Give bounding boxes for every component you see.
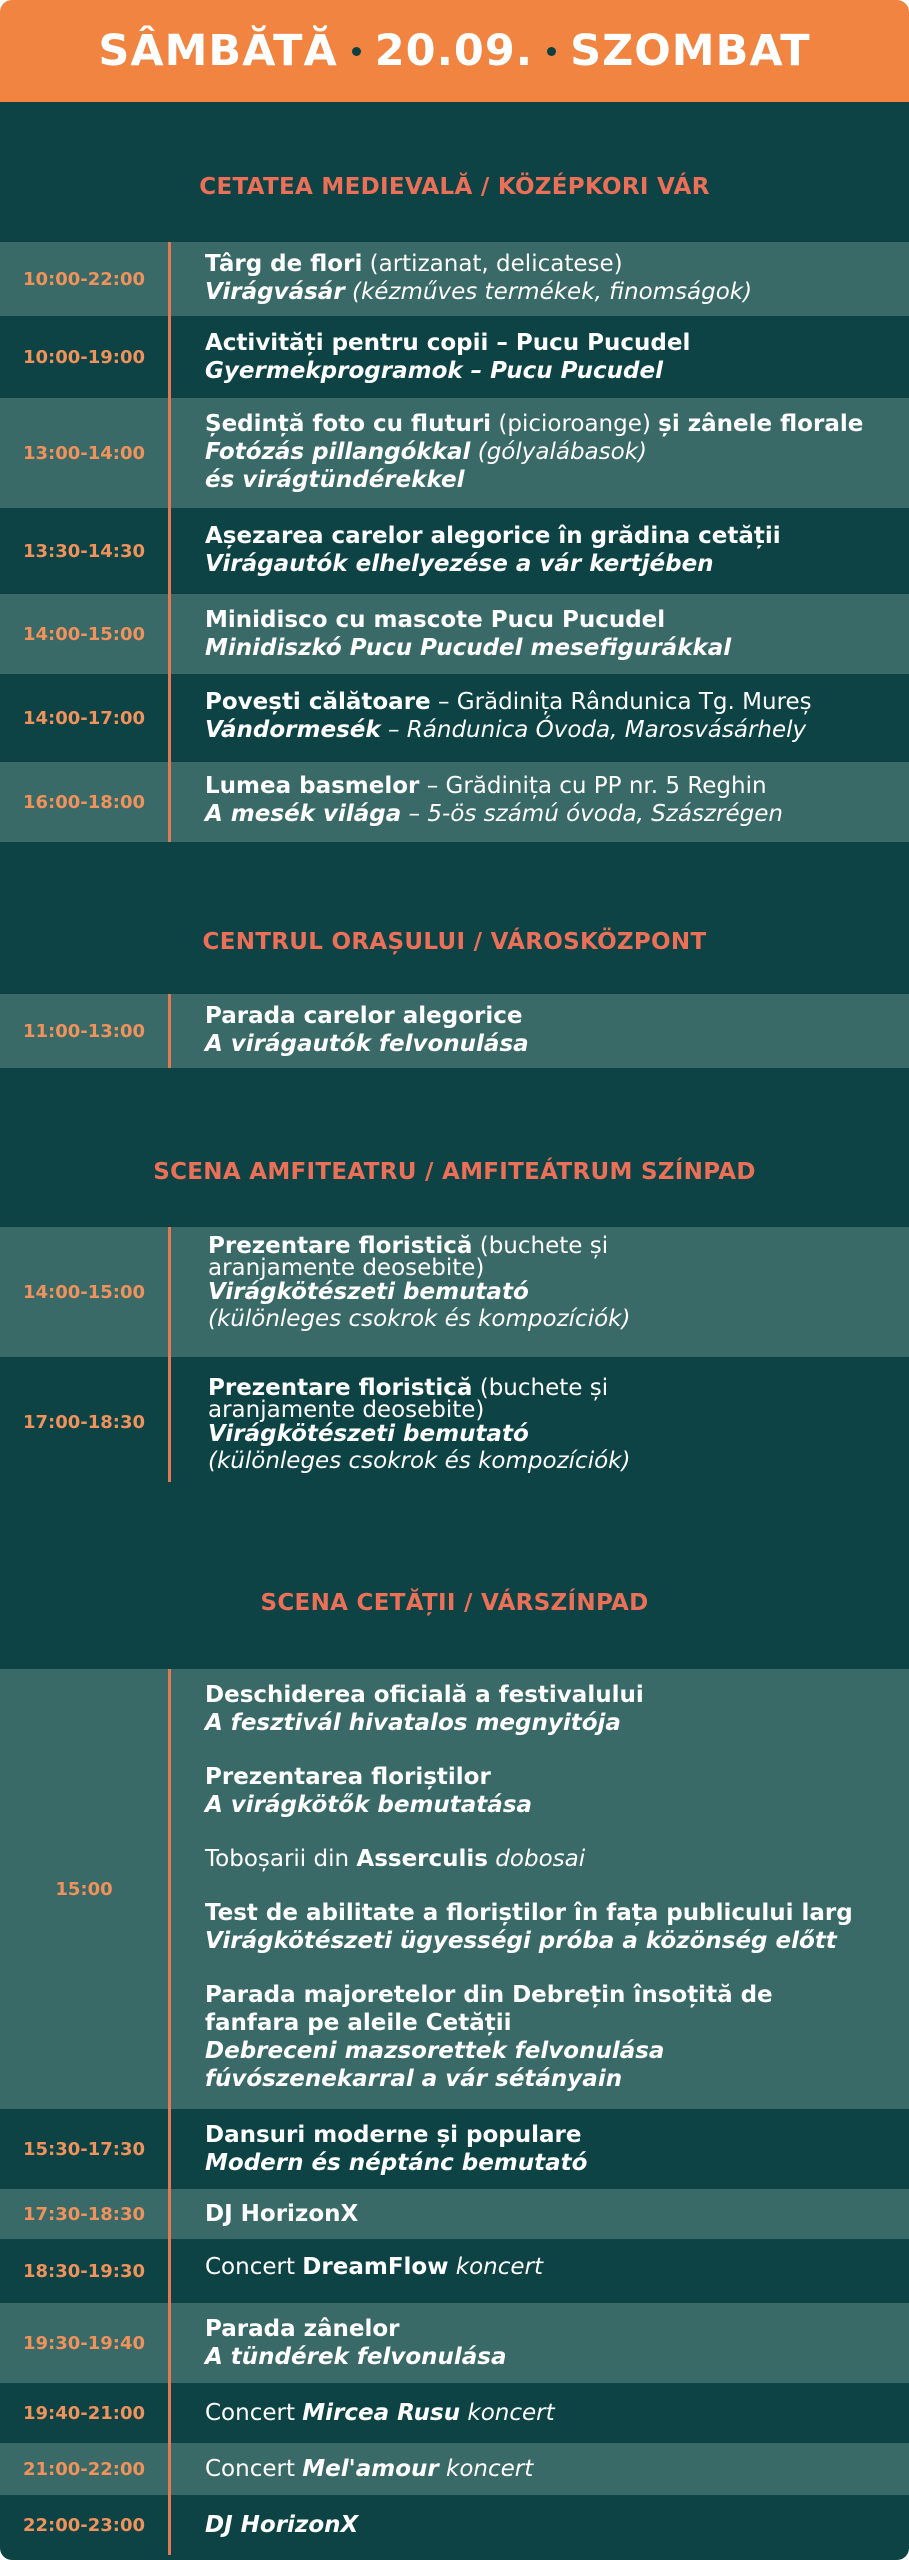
skill-test-ro: Test de abilitate a floriștilor în fața publicului larg <box>205 1900 853 1926</box>
day-hu: SZOMBAT <box>570 26 811 76</box>
row-title-ro: Lumea basmelor <box>205 773 420 799</box>
row-detail-hu: (kézműves termékek, finomságok) <box>344 279 753 305</box>
row-detail-hu: (gólyalábasok) <box>470 439 647 465</box>
majorettes-ro-1: Parada majoretelor din Debrețin însoțită de <box>205 1982 773 2008</box>
majorettes-hu-2: fúvószenekarral a vár sétányain <box>205 2066 623 2092</box>
drummers-hu: dobosai <box>487 1846 586 1872</box>
row-title-ro: Prezentare floristică <box>208 1233 473 1259</box>
timeline-divider <box>168 994 171 1068</box>
section-title-cetate: CETATEA MEDIEVALĂ / KÖZÉPKORI VÁR <box>199 174 710 200</box>
row-title-hu: A virágautók felvonulása <box>205 1031 529 1057</box>
row-title-hu: Virágautók elhelyezése a vár kertjében <box>205 551 714 577</box>
row-detail-ro-2: aranjamente deosebite) <box>208 1255 485 1281</box>
row-title-ro: Parada zânelor <box>205 2316 400 2342</box>
row-time: 16:00-18:00 <box>22 791 146 813</box>
date: 20.09. <box>374 26 534 76</box>
drummers-name: Asserculis <box>356 1846 488 1872</box>
schedule-row <box>0 1227 909 1357</box>
row-detail-hu: (különleges csokrok és kompozíciók) <box>208 1448 631 1474</box>
row-title-ro: Ședință foto cu fluturi <box>205 411 492 437</box>
row-time: 19:30-19:40 <box>22 2332 146 2354</box>
row-time: 21:00-22:00 <box>22 2458 146 2480</box>
concert-suffix: koncert <box>460 2400 555 2426</box>
row-title-ro: DJ HorizonX <box>205 2201 359 2227</box>
schedule-panel <box>0 102 909 2560</box>
row-title-hu: Virágkötészeti bemutató <box>208 1421 529 1447</box>
schedule-row <box>0 2303 909 2383</box>
row-title-hu: A tündérek felvonulása <box>205 2344 507 2370</box>
row-title-hu: Gyermekprogramok – Pucu Pucudel <box>205 358 663 384</box>
row-time: 17:30-18:30 <box>22 2203 146 2225</box>
row-title-hu: Modern és néptánc bemutató <box>205 2150 588 2176</box>
schedule-row <box>0 594 909 674</box>
row-title-hu: Virágkötészeti bemutató <box>208 1279 529 1305</box>
concert-suffix: koncert <box>438 2456 534 2482</box>
schedule-row <box>0 2239 909 2303</box>
row-title-ro-tail: și zânele florale <box>658 411 864 437</box>
florists-hu: A virágkötők bemutatása <box>205 1792 533 1818</box>
row-time: 18:30-19:30 <box>22 2260 146 2282</box>
schedule-row <box>0 674 909 762</box>
skill-test-hu: Virágkötészeti ügyességi próba a közönség előtt <box>205 1928 837 1954</box>
concert-prefix: Concert <box>205 2254 303 2280</box>
majorettes-hu-1: Debreceni mazsorettek felvonulása <box>205 2038 665 2064</box>
schedule-row <box>0 508 909 594</box>
opening-ro: Deschiderea oficială a festivalului <box>205 1682 644 1708</box>
performer-name: Mel'amour <box>302 2456 439 2482</box>
row-time: 17:00-18:30 <box>22 1411 146 1433</box>
performer-name: Mircea Rusu <box>302 2400 461 2426</box>
majorettes-ro-2: fanfara pe aleile Cetății <box>205 2010 512 2036</box>
section-title-amfiteatru: SCENA AMFITEATRU / AMFITEÁTRUM SZÍNPAD <box>153 1159 756 1185</box>
row-title-ro: Așezarea carelor alegorice în grădina cetății <box>205 523 781 549</box>
schedule-row <box>0 2109 909 2189</box>
performer-name: DJ HorizonX <box>205 2512 359 2538</box>
row-time: 15:30-17:30 <box>22 2138 146 2160</box>
dot-icon <box>547 47 556 56</box>
section-title-scena-cetatii: SCENA CETĂȚII / VÁRSZÍNPAD <box>260 1590 649 1616</box>
row-title-hu: Virágvásár <box>205 279 345 305</box>
row-detail-hu: – Rándunica Óvoda, Marosvásárhely <box>380 717 807 743</box>
row-detail-ro: (buchete și <box>472 1375 609 1401</box>
row-title-hu-2: és virágtündérekkel <box>205 467 465 493</box>
row-title-hu: Vándormesék <box>205 717 381 743</box>
timeline-divider <box>168 1227 171 1482</box>
timeline-divider <box>168 242 171 842</box>
row-time: 13:00-14:00 <box>22 442 146 464</box>
row-time: 10:00-19:00 <box>22 346 146 368</box>
concert-prefix: Concert <box>205 2456 303 2482</box>
schedule-row <box>0 2443 909 2495</box>
row-detail-ro-2: aranjamente deosebite) <box>208 1397 485 1423</box>
row-title-ro: Prezentare floristică <box>208 1375 473 1401</box>
schedule-row <box>0 316 909 398</box>
row-time: 10:00-22:00 <box>22 268 146 290</box>
row-time: 13:30-14:30 <box>22 540 146 562</box>
section-title-centru: CENTRUL ORAȘULUI / VÁROSKÖZPONT <box>202 929 707 955</box>
drummers-prefix: Toboșarii din <box>205 1846 357 1872</box>
timeline-divider <box>168 1669 171 2555</box>
schedule-block <box>0 1669 909 2109</box>
row-time: 11:00-13:00 <box>22 1020 146 1042</box>
row-title-ro: Dansuri moderne și populare <box>205 2122 582 2148</box>
row-time: 14:00-17:00 <box>22 707 146 729</box>
schedule-row <box>0 1357 909 1487</box>
row-title-ro: Parada carelor alegorice <box>205 1003 523 1029</box>
row-detail-ro: (picioroange) <box>491 411 659 437</box>
row-detail-ro: (artizanat, delicatese) <box>362 251 623 277</box>
row-time: 19:40-21:00 <box>22 2402 146 2424</box>
row-time: 22:00-23:00 <box>22 2514 146 2536</box>
schedule-row <box>0 2383 909 2443</box>
row-title-ro: Povești călătoare <box>205 689 431 715</box>
row-detail-ro: (buchete și <box>472 1233 609 1259</box>
florists-ro: Prezentarea floriștilor <box>205 1764 491 1790</box>
schedule-row <box>0 242 909 316</box>
row-detail-hu: – 5-ös számú óvoda, Szászrégen <box>401 801 783 827</box>
dot-icon <box>352 47 361 56</box>
concert-prefix: Concert <box>205 2400 303 2426</box>
row-title-ro: Târg de flori <box>205 251 363 277</box>
schedule-row <box>0 2495 909 2555</box>
row-detail-hu: (különleges csokrok és kompozíciók) <box>208 1306 631 1332</box>
row-title-hu: A mesék világa <box>205 801 402 827</box>
opening-hu: A fesztivál hivatalos megnyitója <box>205 1710 621 1736</box>
row-title-hu: Fotózás pillangókkal <box>205 439 471 465</box>
row-detail-ro: – Grădinița cu PP nr. 5 Reghin <box>419 773 767 799</box>
row-title-ro: Activități pentru copii – Pucu Pucudel <box>205 330 691 356</box>
day-ro: SÂMBĂTĂ <box>98 26 338 76</box>
row-time: 15:00 <box>55 1878 113 1900</box>
schedule-row <box>0 398 909 508</box>
row-detail-ro: – Grădinița Rândunica Tg. Mureș <box>430 689 812 715</box>
row-title-ro: Minidisco cu mascote Pucu Pucudel <box>205 607 666 633</box>
row-time: 14:00-15:00 <box>22 1281 146 1303</box>
day-header <box>0 0 909 102</box>
row-time: 14:00-15:00 <box>22 623 146 645</box>
schedule-row <box>0 762 909 842</box>
row-title-hu: Minidiszkó Pucu Pucudel mesefigurákkal <box>205 635 732 661</box>
performer-name: DreamFlow <box>302 2254 449 2280</box>
schedule-row <box>0 2189 909 2239</box>
concert-suffix: koncert <box>448 2254 544 2280</box>
schedule-row <box>0 994 909 1068</box>
